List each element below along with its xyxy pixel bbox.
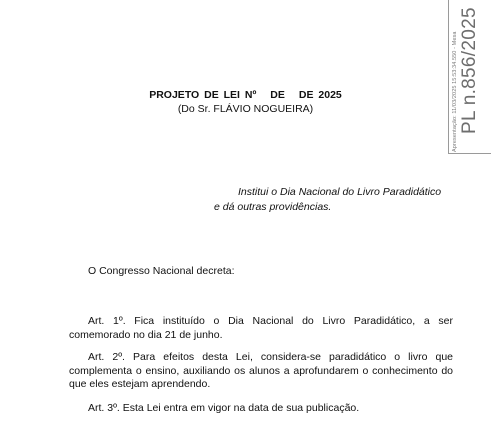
bill-title-part2: DE bbox=[270, 89, 285, 101]
stamp-presentation-text: Apresentação: 11/03/2025 15:53:34.550 - Mesa bbox=[452, 31, 458, 152]
decree-statement: O Congresso Nacional decreta: bbox=[88, 265, 235, 277]
bill-title bbox=[0, 89, 491, 101]
article-3: Art. 3º. Esta Lei entra em vigor na data de sua publicação. bbox=[88, 402, 360, 414]
bill-ementa bbox=[214, 185, 464, 215]
article-1: Art. 1º. Fica instituído o Dia Nacional do Livro Paradidático, a ser comemorado no dia 21 de junho. bbox=[69, 315, 453, 341]
bill-author: (Do Sr. FLÁVIO NOGUEIRA) bbox=[177, 103, 314, 115]
ementa-line-2: e dá outras providências. bbox=[214, 201, 332, 213]
article-2: Art. 2º. Para efeitos desta Lei, considera-se paradidático o livro que complementa o ensino, auxiliando os alunos a aprofundarem o conhecimento do que eles estejam aprendendo. bbox=[69, 351, 453, 390]
ementa-line-1: Institui o Dia Nacional do Livro Paradidático bbox=[238, 186, 442, 198]
bill-title-part1: PROJETO DE LEI Nº bbox=[149, 89, 257, 101]
bill-title-part3: DE 2025 bbox=[298, 89, 342, 101]
stamp-bill-number: PL n.856/2025 bbox=[459, 7, 480, 134]
